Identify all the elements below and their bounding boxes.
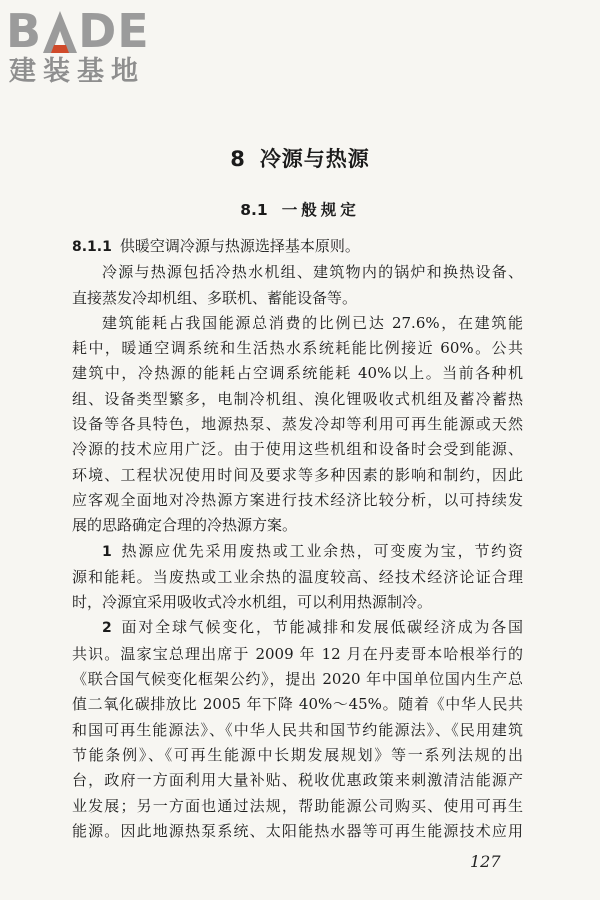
logo-a-glyph xyxy=(43,11,77,53)
text-line: 时，冷源宜采用吸收式冷水机组，可以利用热源制冷。 xyxy=(72,593,433,612)
text-line: 展的思路确定合理的冷热源方案。 xyxy=(72,516,298,535)
text-line: 设备等各具特色，地源热泵、蒸发冷却等利用可再生能源或天然 xyxy=(72,415,523,434)
text-line: 节能条例》、《可再生能源中长期发展规划》等一系列法规的出 xyxy=(72,745,523,764)
logo-wordmark xyxy=(6,6,176,56)
list-item-2 xyxy=(72,615,523,641)
text-line: 建筑中，冷热源的能耗占空调系统能耗 40%以上。当前各种机 xyxy=(72,364,523,383)
text-line: 台，政府一方面利用大量补贴、税收优惠政策来刺激清洁能源产 xyxy=(72,771,523,790)
text-line: 共识。温家宝总理出席于 2009 年 12 月在丹麦哥本哈根举行的 xyxy=(72,644,523,663)
chapter-title-text: 冷源与热源 xyxy=(259,147,370,171)
text-line: 热源应优先采用废热或工业余热，可变废为宝，节约资 xyxy=(119,541,523,560)
chapter-title xyxy=(0,143,600,173)
list-item-number: 1 xyxy=(102,543,112,560)
text-line: 环境、工程状况使用时间及要求等多种因素的影响和制约，因此 xyxy=(72,465,523,484)
text-line: 组、设备类型繁多，电制冷机组、溴化锂吸收式机组及蓄冷蓄热 xyxy=(72,389,523,408)
section-title xyxy=(0,198,600,220)
text-line: 应客观全面地对冷热源方案进行技术经济比较分析，以可持续发 xyxy=(72,490,523,509)
section-number: 8.1 xyxy=(240,201,268,219)
text-line: 建筑能耗占我国能源总消费的比例已达 27.6%，在建筑能 xyxy=(102,313,523,332)
body-text xyxy=(72,234,523,844)
text-line: 业发展；另一方面也通过法规，帮助能源公司购买、使用可再生 xyxy=(72,796,523,815)
text-line: 直接蒸发冷却机组、多联机、蓄能设备等。 xyxy=(72,288,358,307)
clause-number: 8.1.1 xyxy=(72,239,112,255)
section-title-text: 一般规定 xyxy=(281,201,360,219)
text-line: 面对全球气候变化，节能减排和发展低碳经济成为各国 xyxy=(119,618,523,637)
text-line: 值二氧化碳排放比 2005 年下降 40%～45%。随着《中华人民共 xyxy=(72,695,523,714)
logo-letters-left: B xyxy=(6,4,43,58)
clause-heading-text: 供暖空调冷源与热源选择基本原则。 xyxy=(119,237,360,255)
list-item-1 xyxy=(72,539,523,565)
watermark-logo xyxy=(6,6,176,90)
text-line: 冷源的技术应用广泛。由于使用这些机组和设备时会受到能源、 xyxy=(72,440,523,459)
list-item-number: 2 xyxy=(102,620,112,637)
logo-letters-right: DE xyxy=(78,4,150,58)
text-line: 能源。因此地源热泵系统、太阳能热水器等可再生能源技术应用 xyxy=(72,821,523,840)
clause-heading xyxy=(72,234,523,260)
text-line: 源和能耗。当废热或工业余热的温度较高、经技术经济论证合理 xyxy=(72,567,523,586)
text-line: 冷源与热源包括冷热水机组、建筑物内的锅炉和换热设备、 xyxy=(102,263,523,282)
text-line: 耗中，暖通空调系统和生活热水系统耗能比例接近 60%。公共 xyxy=(72,339,523,358)
text-line: 《联合国气候变化框架公约》，提出 2020 年中国单位国内生产总 xyxy=(72,670,523,689)
page-number: 127 xyxy=(470,852,501,871)
logo-chinese: 建装基地 xyxy=(9,56,145,87)
text-line: 和国可再生能源法》、《中华人民共和国节约能源法》、《民用建筑 xyxy=(72,720,523,739)
chapter-number: 8 xyxy=(230,147,246,171)
